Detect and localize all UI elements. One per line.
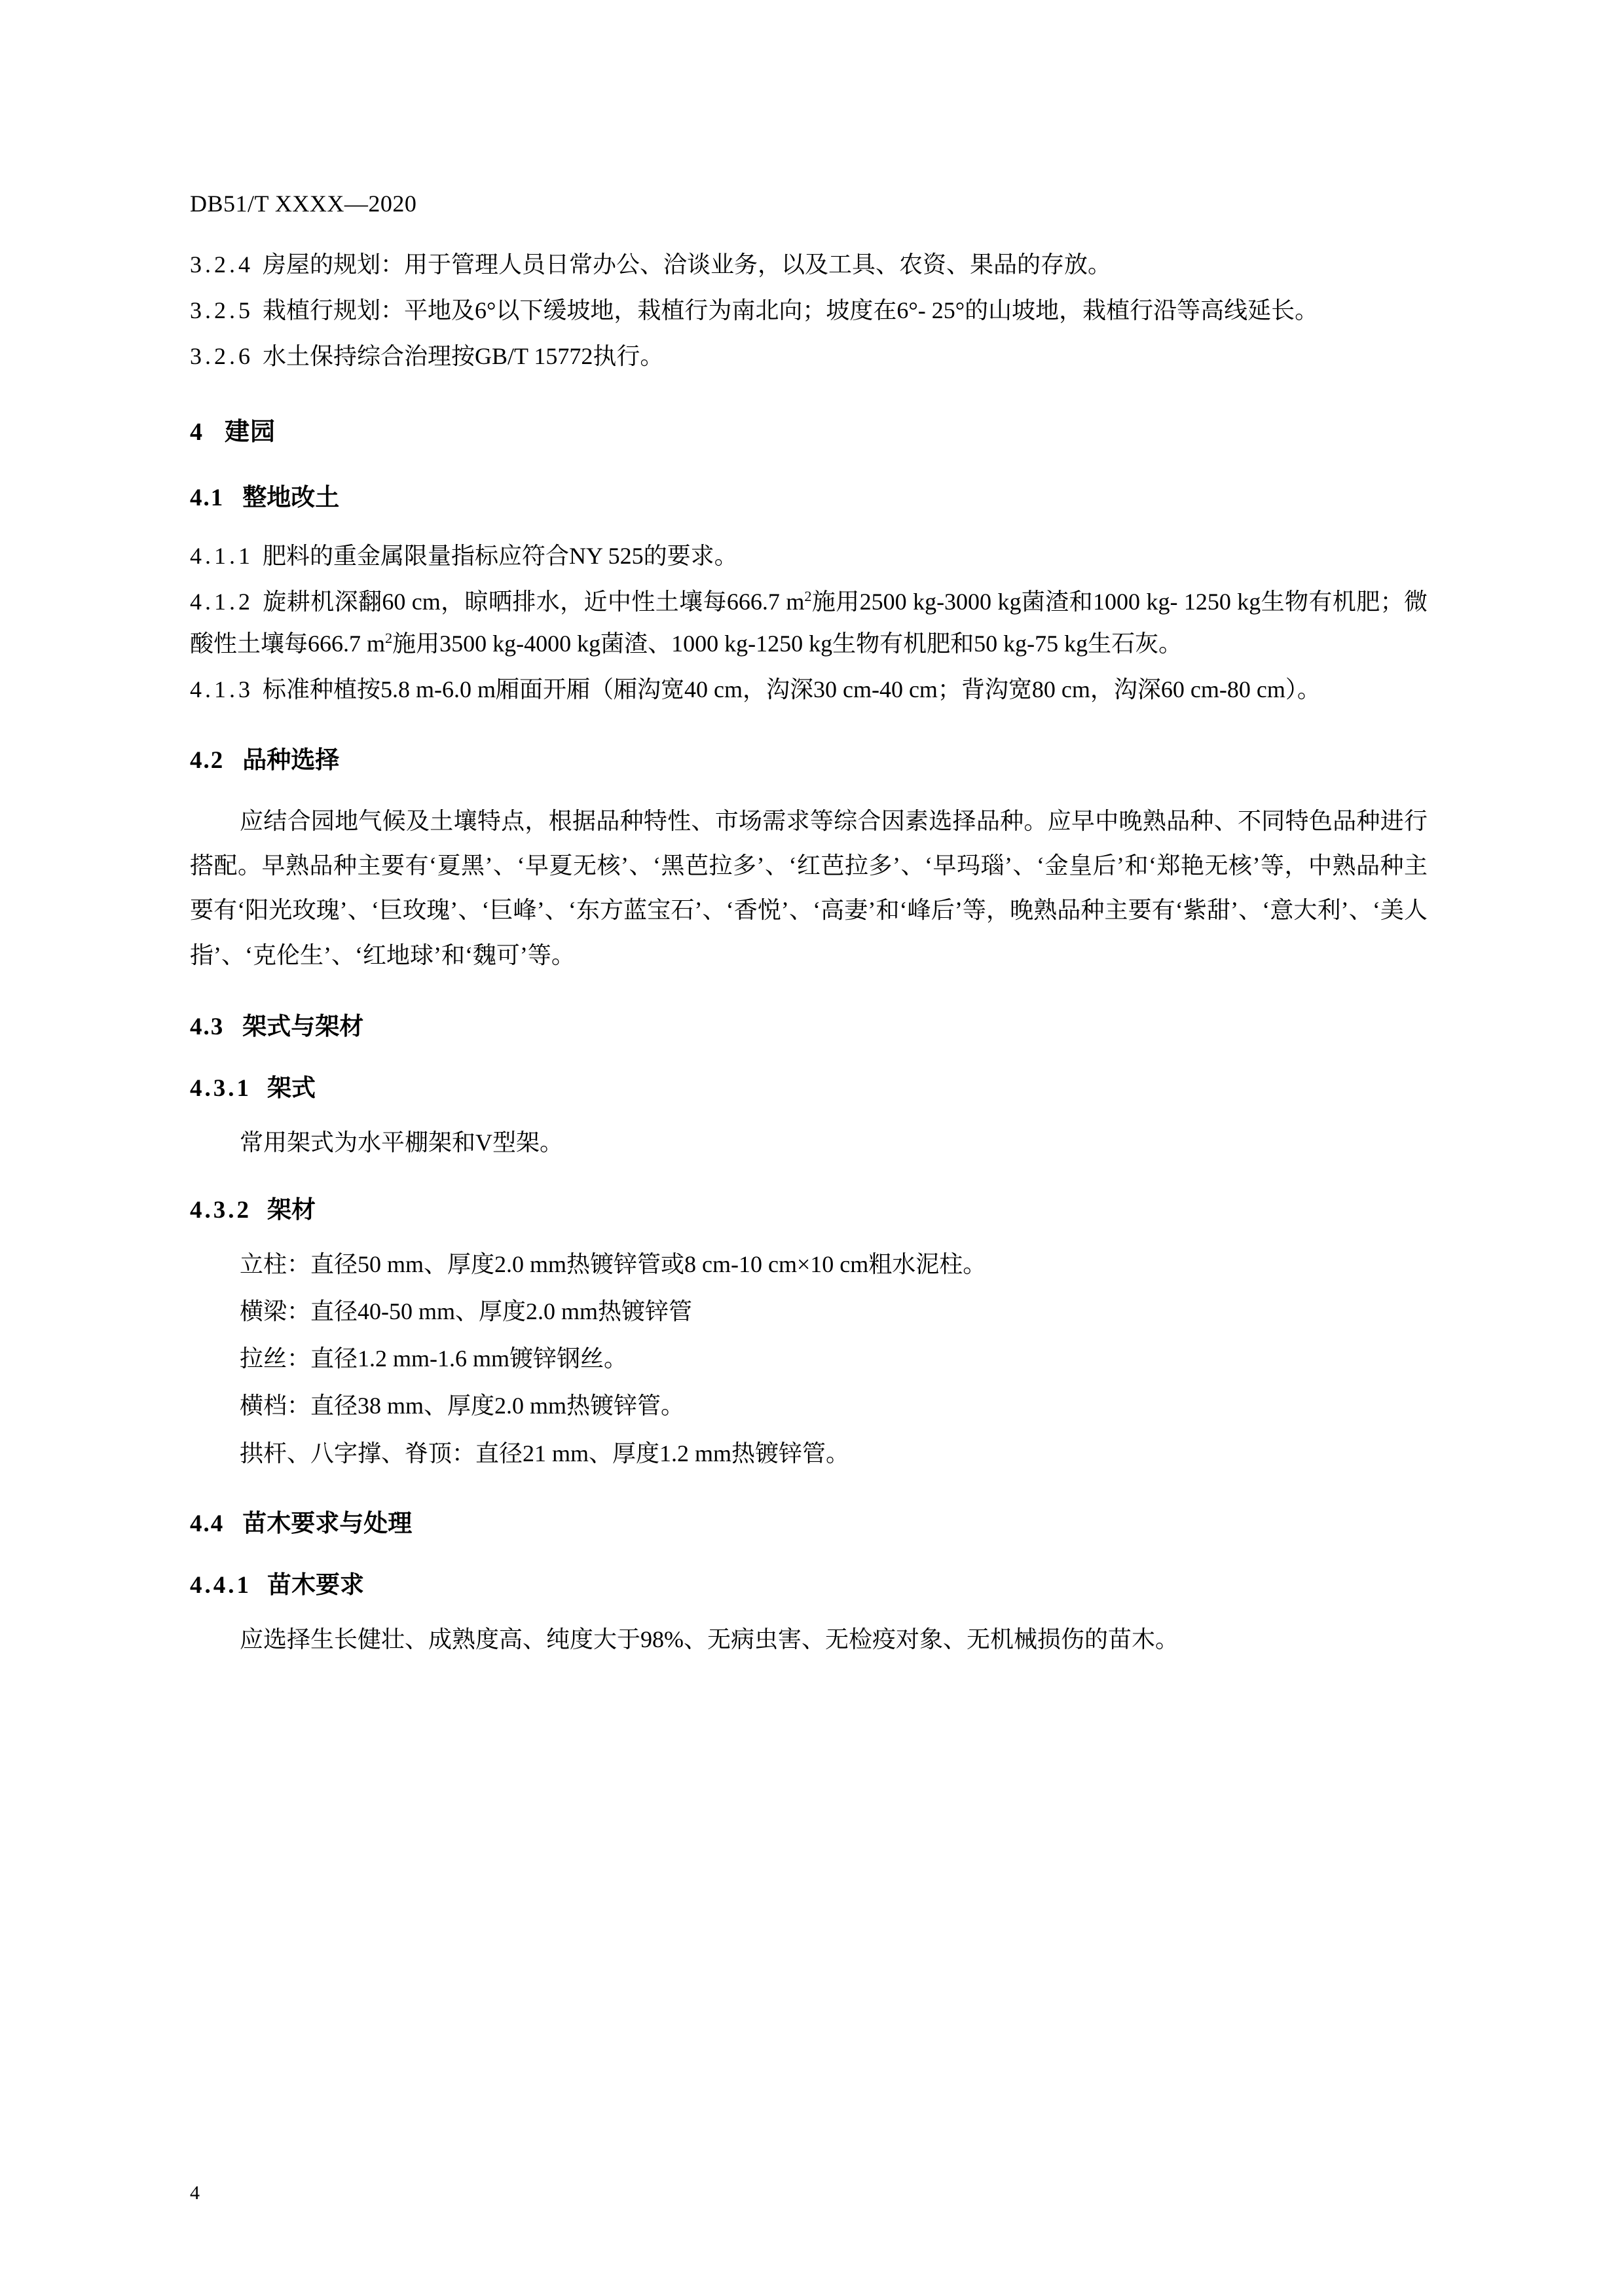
- list-item: 立柱：直径50 mm、厚度2.0 mm热镀锌管或8 cm-10 cm×10 cm粗水泥柱。: [240, 1251, 987, 1278]
- heading-title: 架式与架材: [242, 1013, 364, 1041]
- heading-4-3-1: [190, 1068, 1428, 1103]
- paragraph-4-2-body: 应结合园地气候及土壤特点，根据品种特性、市场需求等综合因素选择品种。应早中晚熟品种、不同特色品种进行搭配。早熟品种主要有‘夏黑’、‘早夏无核’、‘黑芭拉多’、‘红芭拉多’、‘早玛瑙’、‘金皇后’和‘郑艳无核’等，中熟品种主要有‘阳光玫瑰’、‘巨玫瑰’、‘巨峰’、‘东方蓝宝石’、‘香悦’、‘高妻’和‘峰后’等，晚熟品种主要有‘紫甜’、‘意大利’、‘美人指’、‘克伦生’、‘红地球’和‘魏可’等。: [190, 807, 1428, 968]
- clause-text: 水土保持综合治理按GB/T 15772执行。: [263, 343, 664, 370]
- clause-4-1-2: [190, 581, 1428, 665]
- heading-title: 整地改土: [242, 484, 340, 512]
- heading-4-4-1: [190, 1565, 1428, 1600]
- heading-4-3-2: [190, 1190, 1428, 1225]
- heading-title: 架材: [267, 1197, 316, 1224]
- heading-number: 4: [190, 418, 202, 446]
- clause-number: 4.1.3: [190, 676, 253, 703]
- clause-text-part-2: 施用2500 kg-3000 kg菌渣和1000 kg- 1250 kg生物有机肥；微酸性土壤每666.7 m: [190, 589, 1428, 657]
- heading-number: 4.3: [190, 1013, 225, 1041]
- clause-text: 房屋的规划：用于管理人员日常办公、洽谈业务，以及工具、农资、果品的存放。: [263, 251, 1112, 278]
- heading-title: 建园: [225, 418, 276, 446]
- list-4-3-2-materials: [240, 1243, 1428, 1474]
- paragraph-4-4-1-body: 应选择生长健壮、成熟度高、纯度大于98%、无病虫害、无检疫对象、无机械损伤的苗木。: [240, 1626, 1179, 1652]
- heading-number: 4.1: [190, 484, 225, 512]
- heading-number: 4.3.2: [190, 1197, 251, 1224]
- heading-title: 苗木要求与处理: [242, 1510, 413, 1537]
- superscript-square-1: 2: [804, 588, 812, 605]
- heading-title: 苗木要求: [267, 1571, 364, 1599]
- clause-text-part-1: 旋耕机深翻60 cm，晾晒排水，近中性土壤每666.7 m: [263, 589, 805, 615]
- clause-number: 3.2.6: [190, 343, 253, 370]
- heading-number: 4.4: [190, 1510, 225, 1537]
- list-item: 拉丝：直径1.2 mm-1.6 mm镀锌钢丝。: [240, 1345, 627, 1372]
- clause-number: 3.2.4: [190, 251, 253, 278]
- heading-4-2: [190, 740, 1428, 775]
- heading-4-4: [190, 1503, 1428, 1539]
- clause-3-2-6: [190, 335, 1428, 377]
- clause-3-2-4: [190, 244, 1428, 285]
- clause-number: 4.1.2: [190, 589, 253, 615]
- page-number: 4: [190, 2182, 200, 2204]
- list-item: 拱杆、八字撑、脊顶：直径21 mm、厚度1.2 mm热镀锌管。: [240, 1440, 850, 1467]
- heading-section-4: [190, 411, 1428, 447]
- heading-number: 4.2: [190, 746, 225, 774]
- heading-number: 4.3.1: [190, 1075, 251, 1102]
- clause-text: 肥料的重金属限量指标应符合NY 525的要求。: [263, 543, 738, 570]
- clause-number: 4.1.1: [190, 543, 253, 570]
- heading-4-3: [190, 1006, 1428, 1042]
- paragraph-4-3-1-body: 常用架式为水平棚架和V型架。: [240, 1129, 563, 1156]
- heading-4-1: [190, 477, 1428, 513]
- clause-4-1-3: [190, 668, 1428, 710]
- page-header: DB51/T XXXX—2020: [190, 191, 417, 217]
- heading-title: 品种选择: [242, 746, 340, 774]
- clause-text: 标准种植按5.8 m-6.0 m厢面开厢（厢沟宽40 cm，沟深30 cm-40 cm；背沟宽80 cm，沟深60 cm-80 cm）。: [263, 676, 1321, 703]
- clause-3-2-5: [190, 289, 1428, 331]
- clause-text: 栽植行规划：平地及6°以下缓坡地，栽植行为南北向；坡度在6°- 25°的山坡地，栽植行沿等高线延长。: [263, 297, 1319, 324]
- list-item: 横梁：直径40-50 mm、厚度2.0 mm热镀锌管: [240, 1298, 692, 1325]
- clause-4-1-1: [190, 535, 1428, 577]
- clause-number: 3.2.5: [190, 297, 253, 324]
- list-item: 横档：直径38 mm、厚度2.0 mm热镀锌管。: [240, 1393, 685, 1419]
- heading-number: 4.4.1: [190, 1571, 251, 1599]
- heading-title: 架式: [267, 1075, 316, 1102]
- superscript-square-2: 2: [385, 630, 393, 647]
- clause-text-part-3: 施用3500 kg-4000 kg菌渣、1000 kg-1250 kg生物有机肥和50 kg-75 kg生石灰。: [392, 630, 1183, 657]
